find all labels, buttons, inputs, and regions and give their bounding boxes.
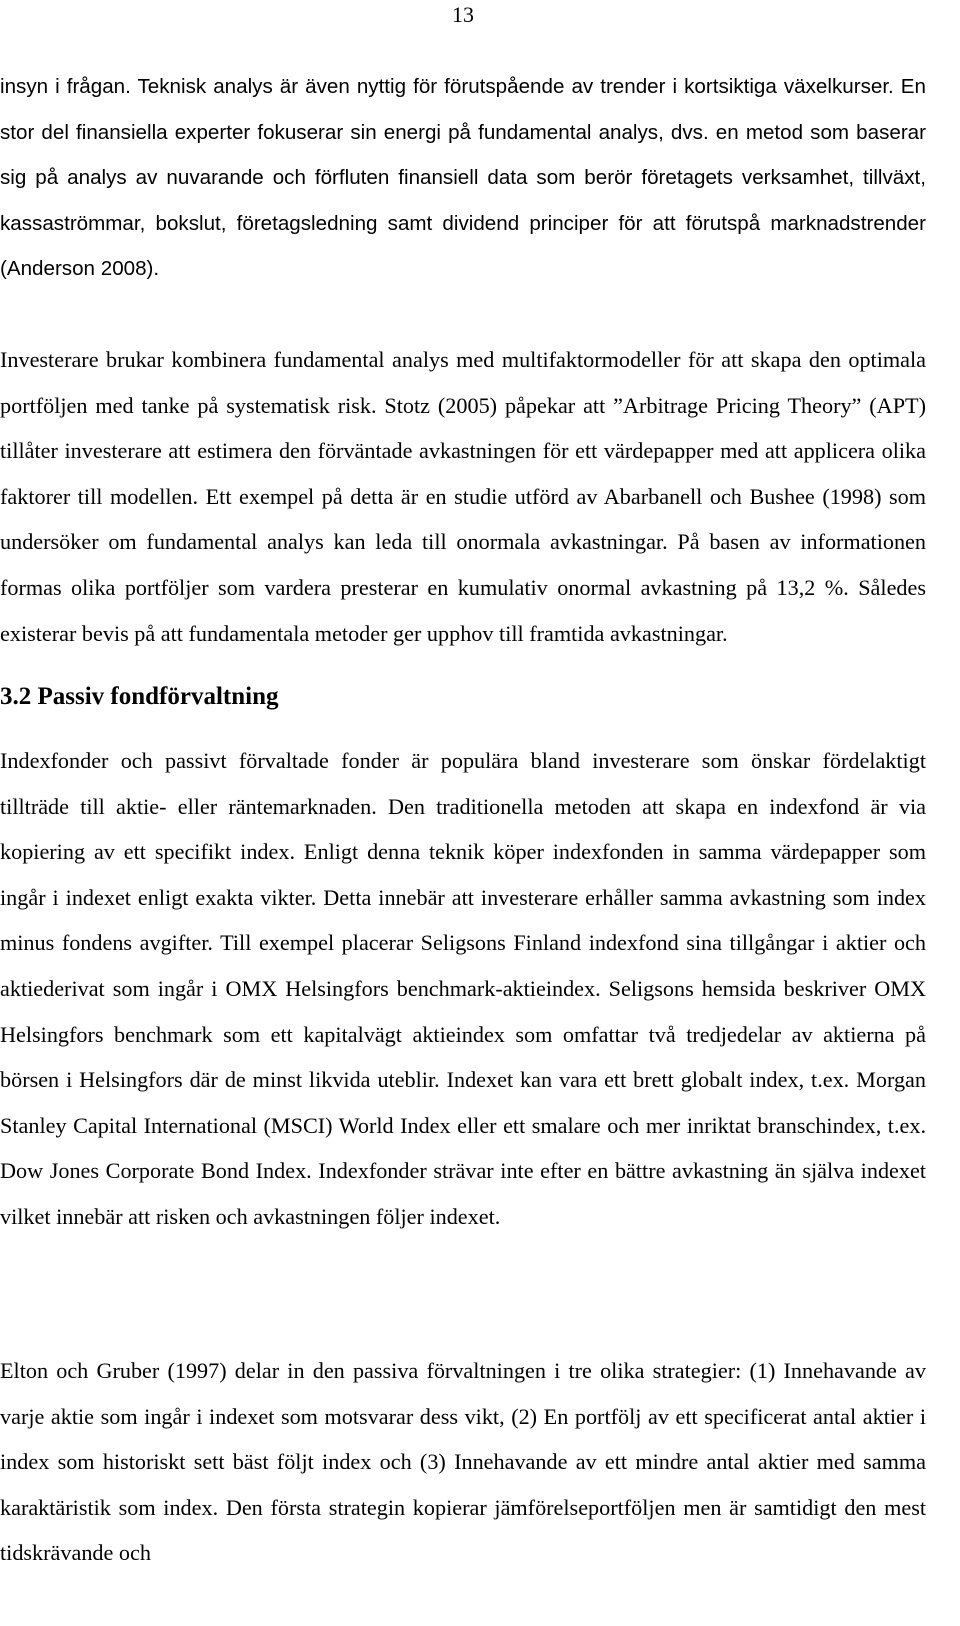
page-number: 13 — [452, 2, 474, 27]
paragraph-investors-apt: Investerare brukar kombinera fundamental analys med multifaktormodeller för att skapa den optimala portföljen med tanke på systematisk risk. Stotz (2005) påpekar att ”Arbitrage Pricing Theory” (APT) tillåter investerare att estimera den förväntade avkastningen för ett värdepapper med att applicera olika faktorer till modellen. Ett exempel på detta är en studie utförd av Abarbanell och Bushee (1998) som undersöker om fundamental analys kan leda till onormala avkastningar. På basen av informationen formas olika portföljer som vardera presterar en kumulativ onormal avkastning på 13,2 %. Således existerar bevis på att fundamentala metoder ger upphov till framtida avkastningar. — [0, 347, 926, 646]
section-heading: 3.2 Passiv fondförvaltning — [0, 683, 279, 710]
paragraph-index-funds: Indexfonder och passivt förvaltade fonder är populära bland investerare som önskar fördelaktigt tillträde till aktie- eller räntemarknaden. Den traditionella metoden att skapa en indexfond är via kopiering av ett specifikt index. Enligt denna teknik köper indexfonden in samma värdepapper som ingår i indexet enligt exakta vikter. Detta innebär att investerare erhåller samma avkastning som index minus fondens avgifter. Till exempel placerar Seligsons Finland indexfond sina tillgångar i aktier och aktiederivat som ingår i OMX Helsingfors benchmark-aktieindex. Seligsons hemsida beskriver OMX Helsingfors benchmark som ett kapitalvägt aktieindex som omfattar två tredjedelar av aktierna på börsen i Helsingfors där de minst likvida uteblir. Indexet kan vara ett brett globalt index, t.ex. Morgan Stanley Capital International (MSCI) World Index eller ett smalare och mer inriktat branschindex, t.ex. Dow Jones Corporate Bond Index. Indexfonder strävar inte efter en bättre avkastning än själva indexet vilket innebär att risken och avkastningen följer indexet. — [0, 748, 926, 1229]
paragraph-fundamental-analysis: insyn i frågan. Teknisk analys är även nyttig för förutspående av trender i kortsiktiga växelkurser. En stor del finansiella experter fokuserar sin energi på fundamental analys, dvs. en metod som baserar sig på analys av nuvarande och förfluten finansiell data som berör företagets verksamhet, tillväxt, kassaströmmar, bokslut, företagsledning samt dividend principer för att förutspå marknadstrender (Anderson 2008). — [0, 75, 926, 280]
paragraph-elton-gruber: Elton och Gruber (1997) delar in den passiva förvaltningen i tre olika strategier: (1) Innehavande av varje aktie som ingår i indexet som motsvarar dess vikt, (2) En portfölj av ett specificerat antal aktier i index som historiskt sett bäst följt index och (3) Innehavande av ett mindre antal aktier med samma karaktäristik som index. Den första strategin kopierar jämförelseportföljen men är samtidigt den mest tidskrävande och — [0, 1358, 926, 1566]
